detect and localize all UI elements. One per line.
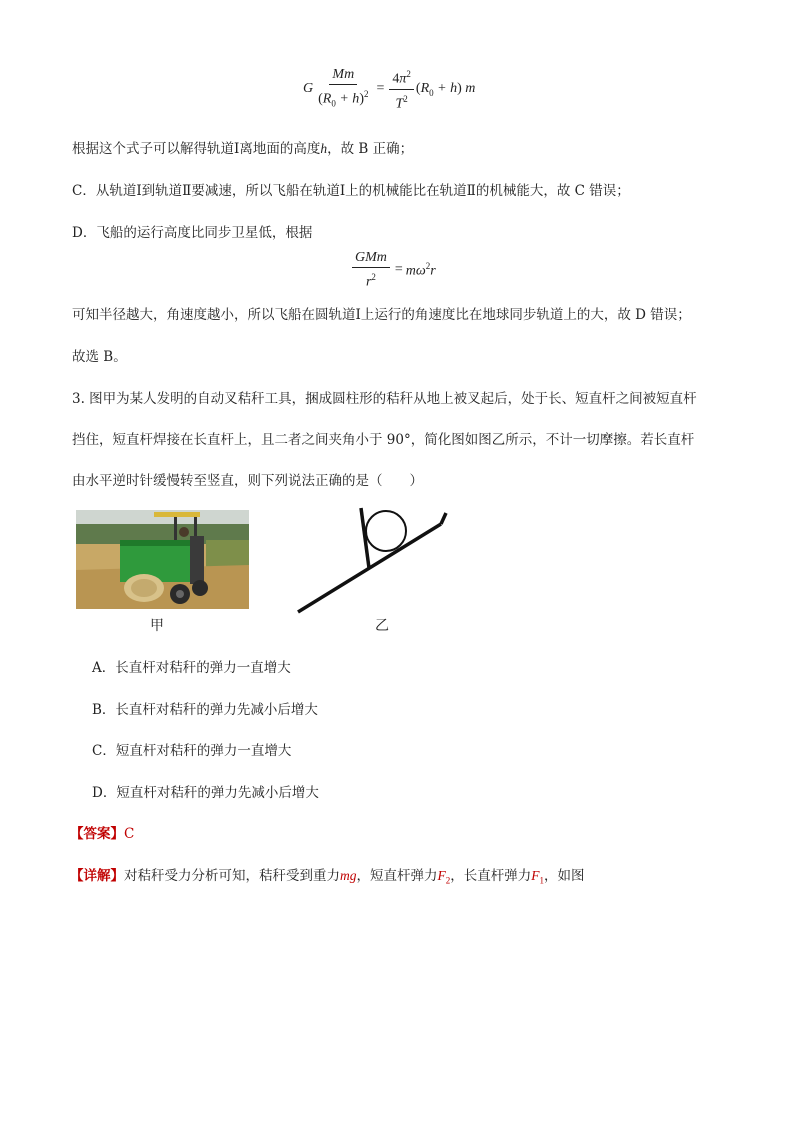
question-text: 3. 图甲为某人发明的自动叉秸秆工具，捆成圆柱形的秸秆从地上被叉起后，处于长、短直杆之间被短直杆 [72,391,697,407]
question-text: 由水平逆时针缓慢转至竖直，则下列说法正确的是（ ） [72,473,423,489]
answer-tag: 【答案】 [70,826,124,842]
text-line: 根据这个式子可以解得轨道Ⅰ离地面的高度h，故 B 正确； [72,141,414,157]
text-line: 故选 B。 [72,349,127,365]
gravity-equation: G $\frac{Mm}{(R_0 + h)^2}$ = $\frac{4\pi^2}{T^2}$ $(R_0 + h)$ m [303,66,476,112]
text-line: C．从轨道Ⅰ到轨道Ⅱ要减速，所以飞船在轨道Ⅰ上的机械能比在轨道Ⅱ的机械能大，故 C 错误； [72,183,630,199]
option-c: C．短直杆对秸秆的弹力一直增大 [92,743,292,759]
figure-b-label: 乙 [375,618,389,634]
long-rod [298,524,441,612]
rod-diagram [290,505,460,620]
text-line: 可知半径越大，角速度越小，所以飞船在圆轨道Ⅰ上运行的角速度比在地球同步轨道上的大，故 D 错误； [72,307,691,323]
question-text: 挡住，短直杆焊接在长直杆上，且二者之间夹角小于 90°，简化图如图乙所示，不计一切摩擦。若长直杆 [72,432,695,448]
angular-velocity-equation: $\frac{\text{GMm}}{r^2}$ = $m\omega^2r$ [350,250,436,291]
detail-line: 【详解】对秸秆受力分析可知，秸秆受到重力mg，短直杆弹力$F_2$，长直杆弹力$F_1$，如图 [70,868,585,886]
option-b: B．长直杆对秸秆的弹力先减小后增大 [92,702,318,718]
option-d: D．短直杆对秸秆的弹力先减小后增大 [92,785,319,801]
option-a: A．长直杆对秸秆的弹力一直增大 [92,660,291,676]
detail-tag: 【详解】 [70,868,124,884]
straw-bale [366,511,406,551]
figure-a-label: 甲 [150,618,164,634]
baler-photo [76,510,249,609]
answer-line [70,822,134,842]
rod-tip [441,513,446,524]
answer-value: C [124,826,135,842]
text-line: D．飞船的运行高度比同步卫星低，根据 [72,225,313,241]
